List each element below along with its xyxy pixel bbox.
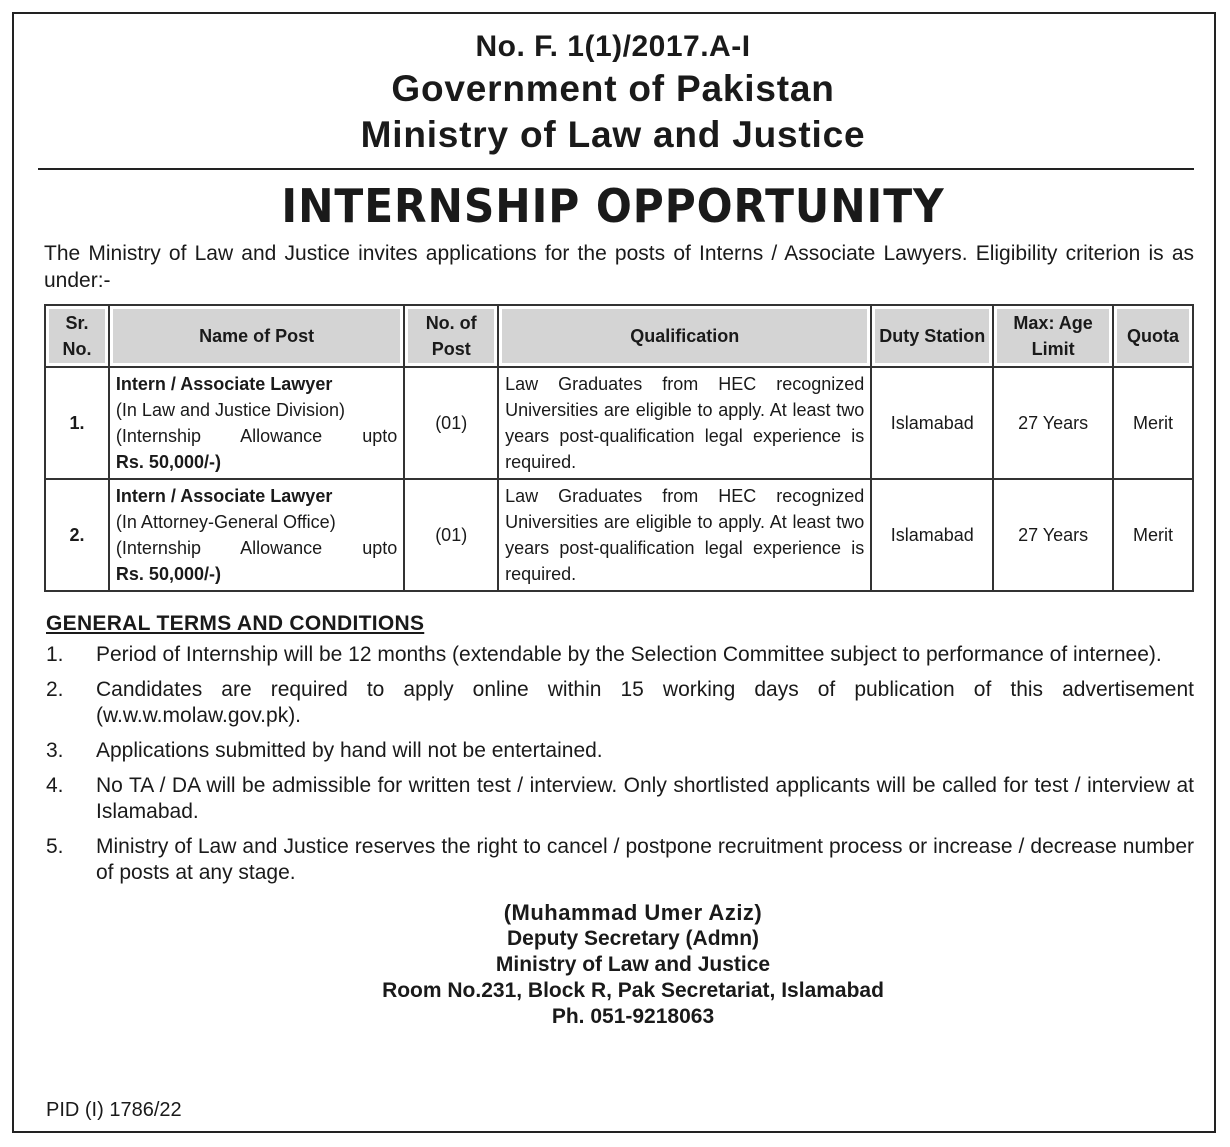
terms-list bbox=[46, 642, 1194, 886]
table-header-row bbox=[45, 305, 1193, 367]
term-text: Period of Internship will be 12 months (extendable by the Selection Committee subject to performance of internee). bbox=[96, 643, 1162, 666]
header-divider bbox=[38, 168, 1194, 170]
row-age-limit: 27 Years bbox=[993, 479, 1113, 591]
pid-number: PID (I) 1786/22 bbox=[46, 1099, 182, 1121]
header-no-of-post: No. of Post bbox=[404, 305, 498, 367]
term-number: 2. bbox=[46, 678, 64, 701]
row-post-count: (01) bbox=[404, 479, 498, 591]
row-post bbox=[109, 367, 404, 479]
header-sr-no: Sr. No. bbox=[45, 305, 109, 367]
government-heading: Government of Pakistan bbox=[391, 68, 835, 109]
list-item bbox=[46, 834, 1194, 886]
row-sr-no: 2. bbox=[45, 479, 109, 591]
header-quota: Quota bbox=[1113, 305, 1193, 367]
post-allowance-amount: Rs. 50,000/-) bbox=[115, 452, 221, 472]
row-quota: Merit bbox=[1113, 479, 1193, 591]
signatory-ministry: Ministry of Law and Justice bbox=[495, 953, 771, 976]
row-duty-station: Islamabad bbox=[871, 367, 993, 479]
term-number: 3. bbox=[46, 739, 64, 762]
terms-heading: GENERAL TERMS AND CONDITIONS bbox=[46, 612, 425, 635]
post-title: Intern / Associate Lawyer bbox=[115, 486, 333, 506]
header-qualification: Qualification bbox=[498, 305, 871, 367]
row-duty-station: Islamabad bbox=[871, 479, 993, 591]
signatory-address: Room No.231, Block R, Pak Secretariat, Islamabad bbox=[382, 979, 884, 1002]
ministry-heading: Ministry of Law and Justice bbox=[360, 114, 866, 155]
term-text: No TA / DA will be admissible for written test / interview. Only shortlisted applicants will be called for test / interview at Islamabad. bbox=[96, 774, 1194, 823]
post-division: (In Attorney-General Office) bbox=[115, 512, 336, 532]
signature-block bbox=[72, 900, 1194, 1030]
page-title: INTERNSHIP OPPORTUNITY bbox=[281, 179, 945, 233]
posts-table bbox=[44, 304, 1194, 592]
list-item bbox=[46, 642, 1194, 668]
row-post-count: (01) bbox=[404, 367, 498, 479]
term-text: Candidates are required to apply online within 15 working days of publication of this advertisement (w.w.w.molaw.gov.pk). bbox=[96, 678, 1194, 727]
term-text: Applications submitted by hand will not be entertained. bbox=[96, 739, 603, 762]
row-quota: Merit bbox=[1113, 367, 1193, 479]
list-item bbox=[46, 677, 1194, 729]
row-post bbox=[109, 479, 404, 591]
term-number: 1. bbox=[46, 643, 64, 666]
post-allowance-label: (Internship Allowance upto bbox=[115, 538, 398, 558]
post-allowance-label: (Internship Allowance upto bbox=[115, 426, 398, 446]
header-duty-station: Duty Station bbox=[871, 305, 993, 367]
post-allowance-amount: Rs. 50,000/-) bbox=[115, 564, 221, 584]
post-title: Intern / Associate Lawyer bbox=[115, 374, 333, 394]
reference-number: No. F. 1(1)/2017.A-I bbox=[475, 30, 751, 63]
term-number: 5. bbox=[46, 835, 64, 858]
row-age-limit: 27 Years bbox=[993, 367, 1113, 479]
advertisement-content bbox=[32, 28, 1194, 1030]
header-post-name: Name of Post bbox=[109, 305, 404, 367]
list-item bbox=[46, 738, 1194, 764]
row-qualification: Law Graduates from HEC recognized Universities are eligible to apply. At least two years post-qualification legal experience is required. bbox=[498, 367, 871, 479]
table-row bbox=[45, 367, 1193, 479]
table-row bbox=[45, 479, 1193, 591]
post-division: (In Law and Justice Division) bbox=[115, 400, 346, 420]
term-text: Ministry of Law and Justice reserves the right to cancel / postpone recruitment process or increase / decrease number of posts at any stage. bbox=[96, 835, 1194, 884]
signatory-designation: Deputy Secretary (Admn) bbox=[506, 927, 760, 950]
signatory-phone: Ph. 051-9218063 bbox=[551, 1005, 715, 1028]
signatory-name: (Muhammad Umer Aziz) bbox=[503, 900, 763, 925]
header-age-limit: Max: Age Limit bbox=[993, 305, 1113, 367]
intro-paragraph: The Ministry of Law and Justice invites applications for the posts of Interns / Associate Lawyers. Eligibility criterion is as under:- bbox=[44, 242, 1194, 292]
term-number: 4. bbox=[46, 774, 64, 797]
row-sr-no: 1. bbox=[45, 367, 109, 479]
list-item bbox=[46, 773, 1194, 825]
row-qualification: Law Graduates from HEC recognized Universities are eligible to apply. At least two years post-qualification legal experience is required. bbox=[498, 479, 871, 591]
